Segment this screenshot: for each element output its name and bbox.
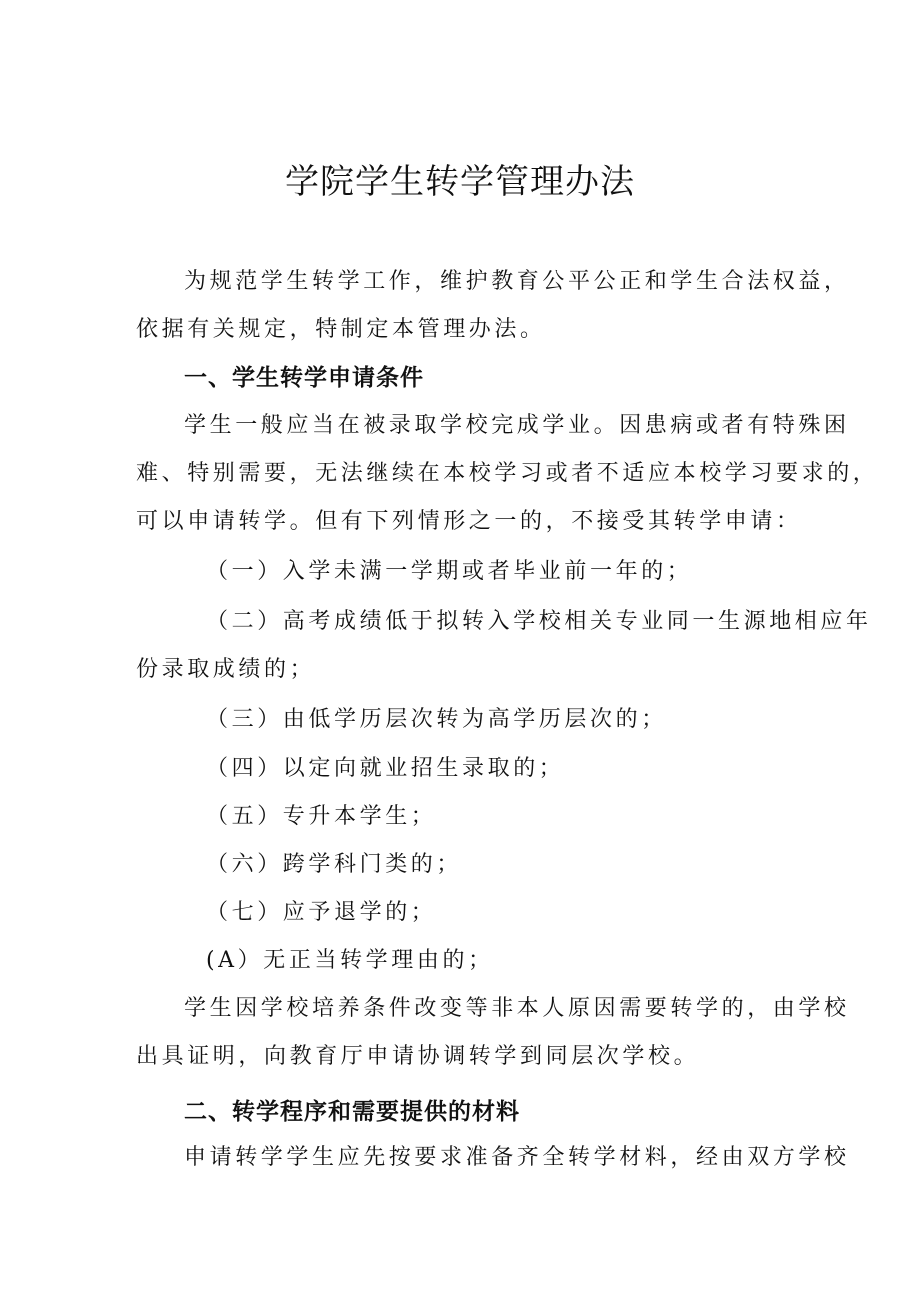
condition-item-6: （六）跨学科门类的； — [206, 852, 463, 877]
section-2-para-line-1: 申请转学学生应先按要求准备齐全转学材料，经由双方学校 — [184, 1145, 850, 1170]
section-1-closing-line-2: 出具证明，向教育厅申请协调转学到同层次学校。 — [136, 1044, 700, 1069]
document-title: 学院学生转学管理办法 — [285, 162, 635, 202]
condition-item-7: （七）应予退学的； — [206, 900, 437, 925]
intro-line-2: 依据有关规定，特制定本管理办法。 — [136, 317, 546, 342]
section-1-para-line-2: 难、特别需要，无法继续在本校学习或者不适应本校学习要求的， — [136, 461, 879, 486]
condition-item-8: (A）无正当转学理由的； — [206, 948, 494, 973]
section-1-para-line-1: 学生一般应当在被录取学校完成学业。因患病或者有特殊困 — [184, 413, 850, 438]
section-1-closing-line-1: 学生因学校培养条件改变等非本人原因需要转学的，由学校 — [184, 996, 850, 1021]
condition-item-5: （五）专升本学生； — [206, 804, 437, 829]
condition-item-2: （二）高考成绩低于拟转入学校相关专业同一生源地相应年 — [206, 609, 872, 634]
section-1-heading: 一、学生转学申请条件 — [184, 365, 424, 391]
section-2-heading: 二、转学程序和需要提供的材料 — [184, 1099, 520, 1125]
condition-item-1: （一）入学未满一学期或者毕业前一年的； — [206, 559, 693, 584]
condition-item-2-continued: 份录取成绩的； — [136, 657, 316, 682]
section-1-para-line-3: 可以申请转学。但有下列情形之一的，不接受其转学申请： — [136, 509, 802, 534]
condition-item-3: （三）由低学历层次转为高学历层次的； — [206, 707, 667, 732]
intro-line-1: 为规范学生转学工作，维护教育公平公正和学生合法权益， — [184, 269, 850, 294]
condition-item-4: （四）以定向就业招生录取的； — [206, 756, 565, 781]
